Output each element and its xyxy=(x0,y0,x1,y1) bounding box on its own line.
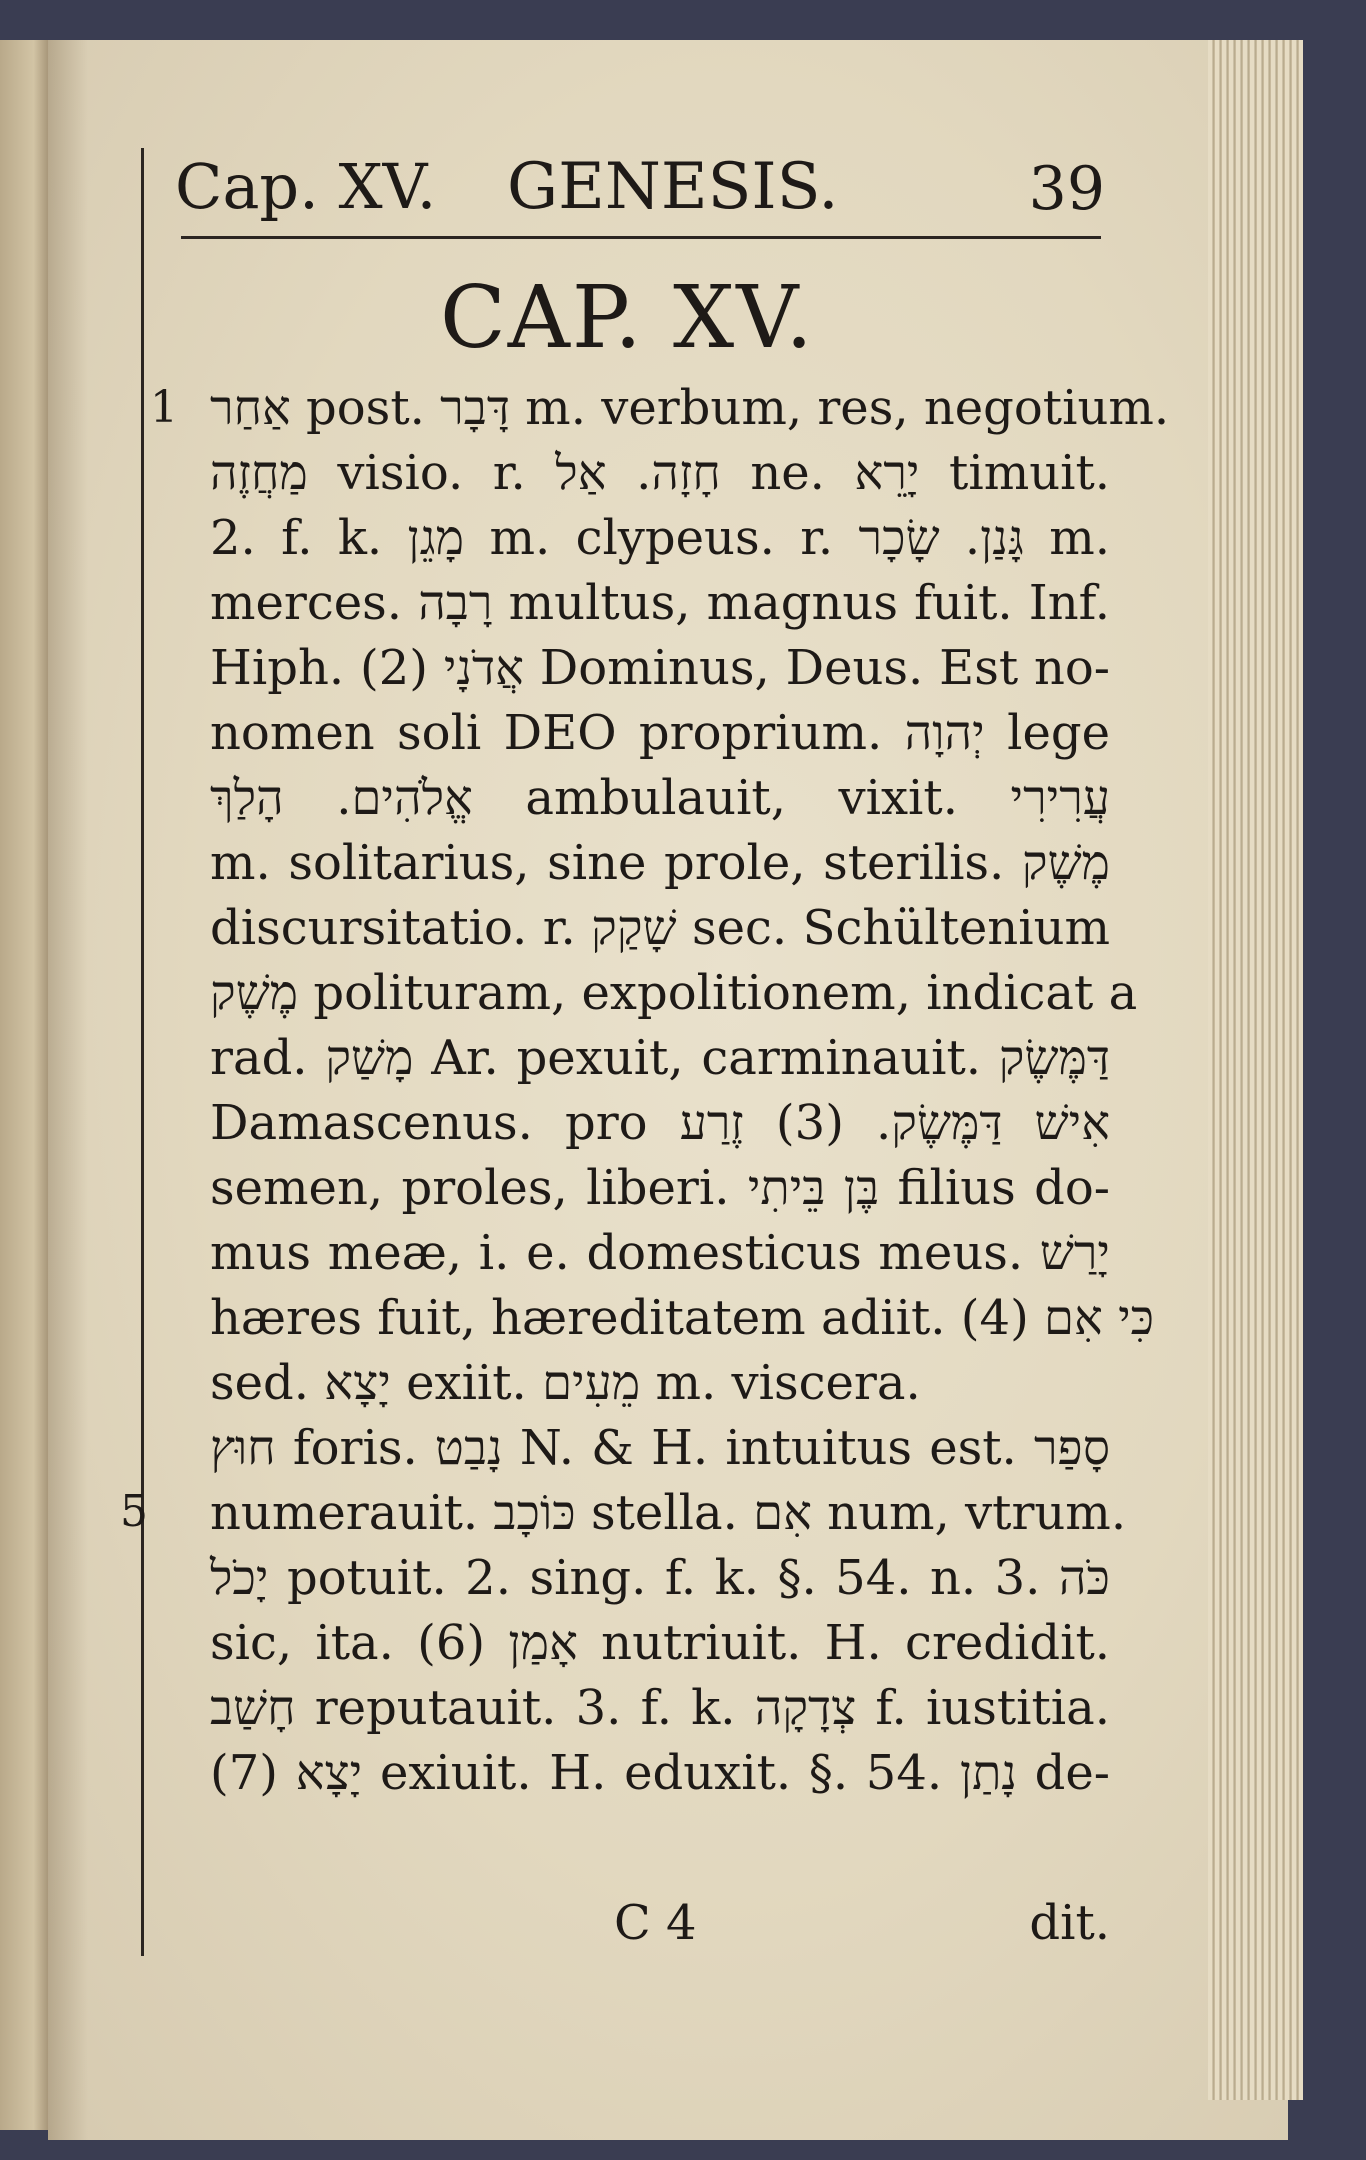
running-header xyxy=(175,150,1105,230)
verse-marker-1: 1 xyxy=(150,382,178,433)
text-line: discursitatio. r. שָׁקַק sec. Schültenium xyxy=(210,900,1110,956)
text-line: אַחַר post. דָּבָר m. verbum, res, negotium. xyxy=(210,380,1170,436)
text-line: Hiph. (2) אֲדֹנָי Dominus, Deus. Est no- xyxy=(210,640,1111,696)
chapter-heading: CAP. XV. xyxy=(440,268,815,368)
text-line: מֶשֶׁק polituram, expolitionem, indicat a xyxy=(210,965,1138,1021)
header-book-title: GENESIS. xyxy=(507,150,839,224)
text-line: מַחֲזֶה visio. r. חָזָה. אַל ne. יָרֵא timuit. xyxy=(210,445,1111,501)
text-line: semen, proles, liberi. בֶּן בֵּיתִי filius do- xyxy=(210,1160,1110,1216)
text-line: 2. f. k. מָגֵן m. clypeus. r. גָּנַן. שָׂכָר m. xyxy=(210,510,1111,566)
header-rule xyxy=(181,236,1101,239)
text-line: אֱלֹהִים. הָלַךְ ambulauit, vixit. עֲרִירִי xyxy=(210,770,1111,826)
text-line: חוּץ foris. נָבַט N. & H. intuitus est. סָפַר xyxy=(210,1420,1110,1476)
text-line: (7) יָצָא exiuit. H. eduxit. §. 54. נָתַן de- xyxy=(210,1745,1111,1801)
text-line: rad. מָשַׁק Ar. pexuit, carminauit. דַּמֶּשֶׂק xyxy=(210,1030,1111,1086)
left-rule xyxy=(141,148,144,1956)
page-number: 39 xyxy=(1028,154,1105,224)
gloss-text xyxy=(210,376,1170,1806)
text-line: numerauit. כּוֹכָב stella. אִם num, vtrum. xyxy=(210,1485,1127,1541)
previous-page-edge xyxy=(0,40,48,2130)
gutter-shadow xyxy=(48,40,88,2140)
text-line: sed. יָצָא exiit. מֵעִים m. viscera. xyxy=(210,1355,921,1411)
header-chapter: Cap. XV. xyxy=(175,150,437,223)
text-line: Damascenus. pro אִישׁ דַּמֶּשֶׂק. (3) זֶרַע xyxy=(210,1095,1111,1151)
catchword: dit. xyxy=(1029,1895,1110,1951)
text-line: merces. רָבָה multus, magnus fuit. Inf. xyxy=(210,575,1110,631)
text-line: nomen soli DEO proprium. יְהוָה lege xyxy=(210,705,1110,761)
text-line: hæres fuit, hæreditatem adiit. (4) כִּי אִם xyxy=(210,1290,1155,1346)
text-line: mus meæ, i. e. domesticus meus. יָרַשׁ xyxy=(210,1225,1110,1281)
text-line: חָשַׁב reputauit. 3. f. k. צְדָקָה f. iustitia. xyxy=(210,1680,1111,1736)
verse-marker-5: 5 xyxy=(120,1486,148,1537)
text-line: sic, ita. (6) אָמַן nutriuit. H. credidit. xyxy=(210,1615,1110,1671)
page-stack-edge xyxy=(1208,40,1303,2100)
page-footer xyxy=(210,1895,1110,1960)
signature-mark: C 4 xyxy=(614,1895,697,1951)
text-line: m. solitarius, sine prole, sterilis. מֶשֶׁק xyxy=(210,835,1110,891)
text-line: יָכֹל potuit. 2. sing. f. k. §. 54. n. 3. כֹּה xyxy=(210,1550,1110,1606)
